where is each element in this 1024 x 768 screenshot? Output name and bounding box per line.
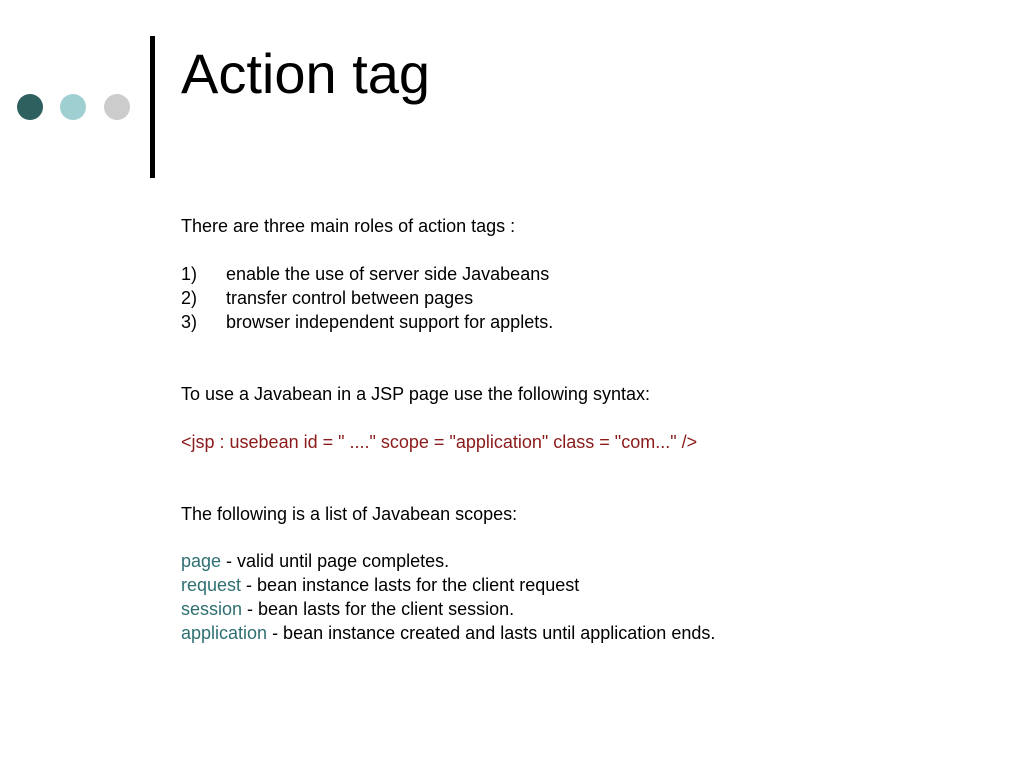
scope-item: [181, 597, 514, 621]
syntax-intro: To use a Javabean in a JSP page use the following syntax:: [181, 384, 650, 404]
list-item: [181, 262, 549, 286]
list-item: [181, 286, 473, 310]
decorative-dot-light: [60, 94, 86, 120]
scope-name: application: [181, 623, 268, 643]
scope-desc: - valid until page completes.: [221, 551, 450, 571]
list-item: [181, 310, 553, 334]
scopes-intro: The following is a list of Javabean scopes:: [181, 504, 518, 524]
list-text: enable the use of server side Javabeans: [226, 264, 550, 284]
scope-name: page: [181, 551, 222, 571]
list-number: 1): [181, 264, 198, 284]
scope-desc: - bean instance created and lasts until application ends.: [267, 623, 716, 643]
scope-name: request: [181, 575, 242, 595]
slide-title: Action tag: [181, 42, 431, 105]
syntax-code: <jsp : usebean id = " ...." scope = "application" class = "com..." />: [181, 432, 698, 452]
scope-item: [181, 573, 579, 597]
scope-desc: - bean instance lasts for the client request: [241, 575, 580, 595]
list-text: transfer control between pages: [226, 288, 474, 308]
list-text: browser independent support for applets.: [226, 312, 554, 332]
scope-desc: - bean lasts for the client session.: [242, 599, 515, 619]
intro-text: There are three main roles of action tags :: [181, 216, 516, 236]
list-number: 2): [181, 288, 198, 308]
title-divider: [150, 36, 155, 178]
list-number: 3): [181, 312, 198, 332]
decorative-dot-dark: [17, 94, 43, 120]
scope-item: [181, 621, 715, 645]
decorative-dot-gray: [104, 94, 130, 120]
scope-item: [181, 549, 449, 573]
scope-name: session: [181, 599, 243, 619]
